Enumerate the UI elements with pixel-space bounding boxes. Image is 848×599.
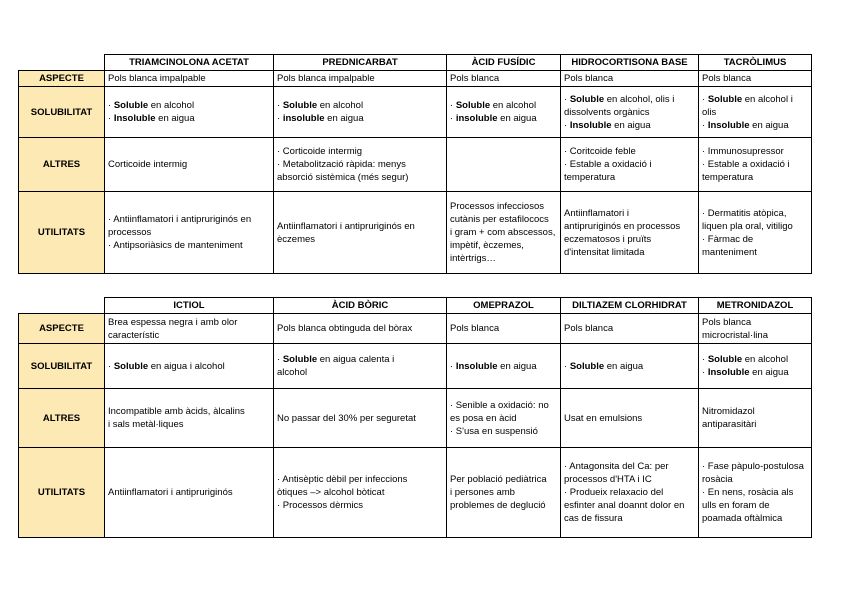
corner-cell (19, 298, 105, 314)
table-cell (105, 344, 274, 389)
cell-line: · Fàrmac de (702, 233, 754, 245)
bold-term: Soluble (113, 100, 149, 111)
table-cell (699, 138, 812, 192)
cell-line: No passar del 30% per seguretat (277, 412, 416, 424)
cell-line: · Antisèptic dèbil per infeccions (277, 474, 408, 485)
table-row (19, 71, 812, 87)
table-cell (274, 192, 447, 274)
column-header: ÀCID BÒRIC (274, 298, 447, 314)
cell-line: intèrtrigs… (450, 253, 496, 264)
row-header: SOLUBILITAT (19, 344, 105, 389)
cell-line: · Soluble en alcohol, olis i (564, 93, 675, 105)
cell-line: cas de fissura (564, 513, 623, 524)
table-cell (274, 314, 447, 344)
table-cell (699, 389, 812, 448)
cell-line: temperatura (702, 172, 754, 183)
cell-line: · Soluble en aigua (564, 360, 644, 372)
table-row (19, 192, 812, 274)
table-cell (105, 448, 274, 538)
cell-line: eczematosos i pruïts (564, 233, 652, 245)
cell-line: · Senible a oxidació: no (450, 399, 549, 411)
table-cell (105, 87, 274, 138)
cell-line: Pols blanca (564, 323, 614, 334)
cell-line: · Dermatitis atòpica, (702, 207, 787, 219)
cell-line: liquen pla oral, vitiligo (702, 220, 793, 232)
cell-line: es posa en àcid (450, 412, 517, 424)
table-cell (561, 344, 699, 389)
column-header: HIDROCORTISONA BASE (561, 55, 699, 71)
cell-line: Processos infecciosos (450, 201, 544, 212)
cell-line: rosàcia (702, 474, 733, 485)
table-cell (105, 138, 274, 192)
table-cell (274, 71, 447, 87)
bold-term: Insoluble (569, 119, 612, 131)
table-cell (561, 87, 699, 138)
cell-line: · Soluble en aigua calenta i (277, 354, 395, 365)
cell-line: Incompatible amb àcids, àlcalins (108, 406, 245, 417)
row-header: ASPECTE (19, 314, 105, 344)
bold-term: Insoluble (707, 119, 750, 131)
bold-term: Soluble (455, 100, 491, 111)
row-header: ALTRES (19, 138, 105, 192)
cell-line: Brea espessa negra i amb olor (108, 316, 238, 328)
row-header: SOLUBILITAT (19, 87, 105, 138)
table-cell (274, 344, 447, 389)
table-cell (105, 389, 274, 448)
bold-term: Soluble (569, 360, 605, 372)
table-row (19, 448, 812, 538)
cell-line: alcohol (277, 367, 308, 378)
table-cell (447, 87, 561, 138)
cell-line: Pols blanca obtinguda del bòrax (277, 323, 413, 334)
table-cell (274, 448, 447, 538)
cell-line: processos (108, 227, 152, 238)
table-row (19, 344, 812, 389)
cell-line: · Fase pàpulo-postulosa (702, 461, 804, 472)
cell-line: antipruriginós en processos (564, 220, 681, 232)
cell-line: Pols blanca (702, 73, 752, 84)
table-cell (699, 87, 812, 138)
table-cell (699, 71, 812, 87)
cell-line: d'intensitat limitada (564, 246, 645, 258)
table-cell (699, 448, 812, 538)
cell-line: · insoluble en aigua (277, 113, 364, 124)
column-header: METRONIDAZOL (699, 298, 812, 314)
column-header: OMEPRAZOL (447, 298, 561, 314)
cell-line: ulls en foram de (702, 500, 770, 511)
cell-line: · Metabolització ràpida: menys (277, 159, 406, 170)
row-header: UTILITATS (19, 448, 105, 538)
cell-line: Per població pediàtrica (450, 474, 547, 485)
cell-line: · Soluble en alcohol i (702, 93, 793, 105)
cell-line: · Antiinflamatori i antipruriginós en (108, 214, 252, 225)
table-cell (447, 448, 561, 538)
column-header: ÀCID FUSÍDIC (447, 55, 561, 71)
cell-line: · Processos dèrmics (277, 500, 364, 511)
cell-line: Usat en emulsions (564, 412, 643, 424)
cell-line: · S'usa en suspensió (450, 425, 538, 437)
cell-line: característic (108, 329, 160, 341)
row-header: ASPECTE (19, 71, 105, 87)
table-cell (274, 389, 447, 448)
table-cell (561, 448, 699, 538)
cell-line: cutànis per estafilococs (450, 214, 549, 225)
table-cell (561, 314, 699, 344)
table-row (19, 389, 812, 448)
cell-line: Pols blanca impalpable (277, 73, 375, 84)
bold-term: Insoluble (707, 367, 750, 378)
table-row (19, 87, 812, 138)
cell-line: · Soluble en alcohol (108, 100, 195, 111)
cell-line: i gram + com abscessos, (450, 227, 556, 238)
column-header: TACRÒLIMUS (699, 55, 812, 71)
table-cell (561, 138, 699, 192)
cell-line: antiparasitàri (702, 419, 757, 430)
cell-line: esfinter anal doannt dolor en (564, 500, 685, 511)
table-cell (447, 138, 561, 192)
cell-line: impètif, èczemes, (450, 240, 524, 251)
table-row (19, 138, 812, 192)
bold-term: Soluble (282, 354, 318, 365)
column-header: TRIAMCINOLONA ACETAT (105, 55, 274, 71)
cell-line: Antiinflamatori i antipruriginós en (277, 220, 415, 232)
cell-line: microcristal·lina (702, 329, 768, 341)
cell-line: Antiinflamatori i antipruriginós (108, 487, 233, 498)
cell-line: · Insoluble en aigua (702, 367, 789, 378)
table-cell (561, 192, 699, 274)
row-header: UTILITATS (19, 192, 105, 274)
bold-term: Soluble (282, 100, 318, 111)
bold-term: insoluble (455, 113, 498, 124)
table-cell (699, 314, 812, 344)
header-row (19, 55, 812, 71)
bold-term: Insoluble (113, 113, 156, 124)
cell-line: Pols blanca (564, 73, 614, 84)
cell-line: i persones amb (450, 487, 515, 498)
cell-line: · Antipsoriàsics de manteniment (108, 240, 243, 251)
cell-line: Pols blanca impalpable (108, 73, 206, 84)
bold-term: Insoluble (455, 360, 498, 372)
table-cell (699, 344, 812, 389)
cell-line: Nitromidazol (702, 406, 755, 417)
table-cell (105, 71, 274, 87)
cell-line: · Insoluble en aigua (702, 119, 789, 131)
table-cell (447, 314, 561, 344)
cell-line: · Immunosupressor (702, 146, 784, 157)
cell-line: manteniment (702, 246, 757, 258)
cell-line: · Insoluble en aigua (564, 119, 651, 131)
cell-line: · Insoluble en aigua (450, 360, 537, 372)
cell-line: òtiques –> alcohol bòticat (277, 487, 385, 498)
cell-line: processos d'HTA i IC (564, 474, 652, 485)
cell-line: · Soluble en alcohol (277, 100, 364, 111)
table-row (19, 314, 812, 344)
table-cell (447, 344, 561, 389)
table-cell (699, 192, 812, 274)
cell-line: · Soluble en alcohol (702, 354, 789, 365)
table-cell (105, 314, 274, 344)
table-cell (274, 138, 447, 192)
cell-line: problemes de deglució (450, 500, 546, 511)
table-cell (274, 87, 447, 138)
cell-line: · En nens, rosàcia als (702, 487, 794, 498)
cell-line: · insoluble en aigua (450, 113, 537, 124)
cell-line: · Coritcoide feble (564, 146, 636, 157)
drug-table-1 (18, 54, 812, 274)
header-row (19, 298, 812, 314)
cell-line: i sals metàl·liques (108, 419, 184, 430)
cell-line: · Estable a oxidació i (702, 159, 790, 170)
table-cell (561, 389, 699, 448)
drug-table-2 (18, 297, 812, 538)
cell-line: · Corticoide intermig (277, 146, 362, 157)
bold-term: Soluble (569, 93, 605, 105)
cell-line: · Soluble en aigua i alcohol (108, 360, 225, 372)
cell-line: · Estable a oxidació i (564, 159, 652, 170)
cell-line: olis (702, 106, 717, 118)
row-header: ALTRES (19, 389, 105, 448)
table-cell (105, 192, 274, 274)
bold-term: Soluble (707, 93, 743, 105)
cell-line: Pols blanca (702, 316, 752, 328)
table-cell (447, 192, 561, 274)
corner-cell (19, 55, 105, 71)
cell-line: Pols blanca (450, 323, 500, 334)
cell-line: èczemes (277, 233, 316, 245)
column-header: PREDNICARBAT (274, 55, 447, 71)
cell-line: · Insoluble en aigua (108, 113, 195, 124)
cell-line: · Produeix relaxacio del (564, 487, 664, 498)
bold-term: insoluble (282, 113, 325, 124)
cell-line: Antiinflamatori i (564, 207, 629, 219)
cell-line: · Antagonsita del Ca: per (564, 461, 669, 472)
column-header: DILTIAZEM CLORHIDRAT (561, 298, 699, 314)
cell-line: Corticoide intermig (108, 159, 188, 170)
cell-line: · Soluble en alcohol (450, 100, 537, 111)
cell-line: temperatura (564, 172, 616, 183)
bold-term: Soluble (113, 360, 149, 372)
table-cell (561, 71, 699, 87)
cell-line: Pols blanca (450, 73, 500, 84)
column-header: ICTIOL (105, 298, 274, 314)
cell-line: poamada oftàlmica (702, 513, 783, 524)
bold-term: Soluble (707, 354, 743, 365)
cell-line: dissolvents orgànics (564, 106, 650, 118)
table-cell (447, 71, 561, 87)
cell-line: absorció sistèmica (més segur) (277, 172, 409, 183)
table-cell (447, 389, 561, 448)
